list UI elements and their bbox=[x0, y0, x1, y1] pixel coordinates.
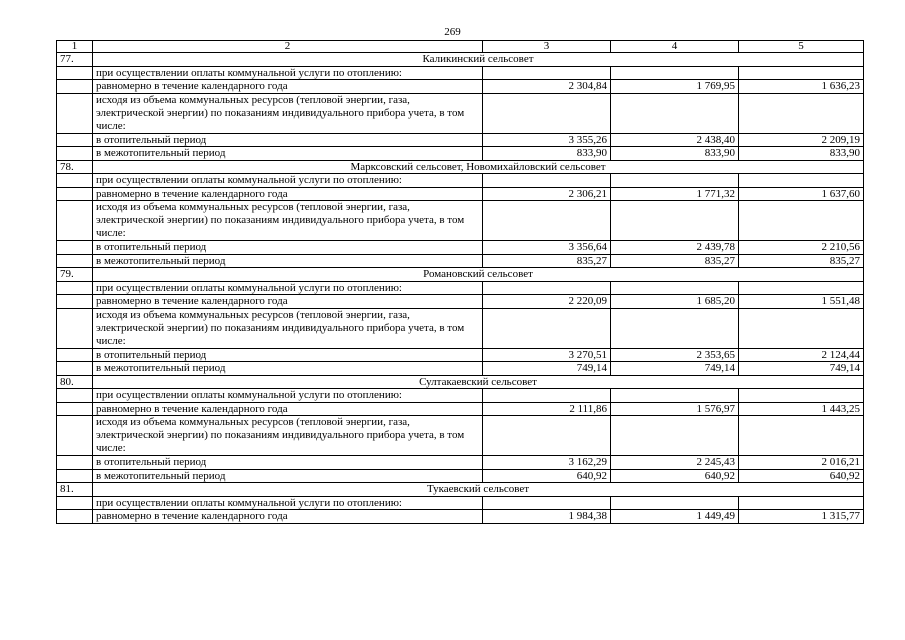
value-cell: 749,14 bbox=[483, 362, 611, 376]
header-cell: 2 bbox=[93, 41, 483, 53]
row-label: при осуществлении оплаты коммунальной услуги по отоплению: bbox=[93, 281, 483, 295]
page-number: 269 bbox=[444, 26, 461, 38]
row-label: в межотопительный период bbox=[93, 362, 483, 376]
table-row bbox=[57, 187, 864, 201]
row-label: в межотопительный период bbox=[93, 469, 483, 483]
value-cell: 1 551,48 bbox=[739, 295, 864, 309]
value-cell: 835,27 bbox=[739, 254, 864, 268]
table-row bbox=[57, 295, 864, 309]
row-label: исходя из объема коммунальных ресурсов (тепловой энергии, газа, электрической энергии) по показаниям индивидуального прибора учета, в том числе: bbox=[93, 201, 483, 241]
table-row bbox=[57, 93, 864, 133]
section-index: 77. bbox=[57, 53, 93, 67]
value-cell: 2 353,65 bbox=[611, 348, 739, 362]
header-cell: 5 bbox=[739, 41, 864, 53]
row-label: в отопительный период bbox=[93, 348, 483, 362]
table-row bbox=[57, 389, 864, 403]
table-row bbox=[57, 510, 864, 524]
section-title: Романовский сельсовет bbox=[93, 268, 864, 282]
row-label: в отопительный период bbox=[93, 456, 483, 470]
row-label: при осуществлении оплаты коммунальной услуги по отоплению: bbox=[93, 496, 483, 510]
value-cell: 1 637,60 bbox=[739, 187, 864, 201]
value-cell: 833,90 bbox=[611, 147, 739, 161]
value-cell: 1 685,20 bbox=[611, 295, 739, 309]
table-row bbox=[57, 402, 864, 416]
table-row bbox=[57, 241, 864, 255]
table-row bbox=[57, 66, 864, 80]
value-cell: 640,92 bbox=[483, 469, 611, 483]
value-cell: 1 769,95 bbox=[611, 80, 739, 94]
value-cell: 1 771,32 bbox=[611, 187, 739, 201]
table-row bbox=[57, 308, 864, 348]
table-row bbox=[57, 416, 864, 456]
row-label: равномерно в течение календарного года bbox=[93, 295, 483, 309]
row-label: исходя из объема коммунальных ресурсов (тепловой энергии, газа, электрической энергии) по показаниям индивидуального прибора учета, в том числе: bbox=[93, 416, 483, 456]
row-label: в отопительный период bbox=[93, 133, 483, 147]
value-cell: 3 270,51 bbox=[483, 348, 611, 362]
value-cell: 3 355,26 bbox=[483, 133, 611, 147]
value-cell: 2 016,21 bbox=[739, 456, 864, 470]
table-row bbox=[57, 133, 864, 147]
section-title: Султакаевский сельсовет bbox=[93, 375, 864, 389]
table-row bbox=[57, 456, 864, 470]
section-index: 78. bbox=[57, 160, 93, 174]
row-label: в отопительный период bbox=[93, 241, 483, 255]
section-title-row bbox=[57, 268, 864, 282]
section-index: 80. bbox=[57, 375, 93, 389]
section-title-row bbox=[57, 160, 864, 174]
table-row bbox=[57, 362, 864, 376]
table-row bbox=[57, 254, 864, 268]
header-cell: 4 bbox=[611, 41, 739, 53]
section-index: 81. bbox=[57, 483, 93, 497]
table-row bbox=[57, 147, 864, 161]
value-cell: 2 210,56 bbox=[739, 241, 864, 255]
value-cell: 2 209,19 bbox=[739, 133, 864, 147]
value-cell: 640,92 bbox=[739, 469, 864, 483]
value-cell: 835,27 bbox=[611, 254, 739, 268]
value-cell: 835,27 bbox=[483, 254, 611, 268]
section-title-row bbox=[57, 375, 864, 389]
section-title: Тукаевский сельсовет bbox=[93, 483, 864, 497]
value-cell: 1 315,77 bbox=[739, 510, 864, 524]
value-cell: 1 984,38 bbox=[483, 510, 611, 524]
row-label: равномерно в течение календарного года bbox=[93, 510, 483, 524]
row-label: исходя из объема коммунальных ресурсов (тепловой энергии, газа, электрической энергии) по показаниям индивидуального прибора учета, в том числе: bbox=[93, 93, 483, 133]
section-title: Марксовский сельсовет, Новомихайловский сельсовет bbox=[93, 160, 864, 174]
value-cell: 2 304,84 bbox=[483, 80, 611, 94]
table-row bbox=[57, 201, 864, 241]
row-label: в межотопительный период bbox=[93, 147, 483, 161]
table-row bbox=[57, 80, 864, 94]
value-cell: 2 111,86 bbox=[483, 402, 611, 416]
value-cell: 749,14 bbox=[739, 362, 864, 376]
value-cell: 2 124,44 bbox=[739, 348, 864, 362]
value-cell: 1 636,23 bbox=[739, 80, 864, 94]
value-cell: 833,90 bbox=[483, 147, 611, 161]
value-cell: 1 576,97 bbox=[611, 402, 739, 416]
section-title-row bbox=[57, 53, 864, 67]
tariff-table bbox=[56, 40, 864, 524]
value-cell: 2 306,21 bbox=[483, 187, 611, 201]
section-title-row bbox=[57, 483, 864, 497]
value-cell: 1 449,49 bbox=[611, 510, 739, 524]
value-cell: 2 439,78 bbox=[611, 241, 739, 255]
row-label: равномерно в течение календарного года bbox=[93, 187, 483, 201]
row-label: равномерно в течение календарного года bbox=[93, 80, 483, 94]
row-label: при осуществлении оплаты коммунальной услуги по отоплению: bbox=[93, 389, 483, 403]
section-index: 79. bbox=[57, 268, 93, 282]
table-row bbox=[57, 174, 864, 188]
value-cell: 749,14 bbox=[611, 362, 739, 376]
row-label: при осуществлении оплаты коммунальной услуги по отоплению: bbox=[93, 66, 483, 80]
table-row bbox=[57, 348, 864, 362]
table-row bbox=[57, 281, 864, 295]
header-cell: 1 bbox=[57, 41, 93, 53]
row-label: равномерно в течение календарного года bbox=[93, 402, 483, 416]
value-cell: 2 245,43 bbox=[611, 456, 739, 470]
value-cell: 2 438,40 bbox=[611, 133, 739, 147]
value-cell: 2 220,09 bbox=[483, 295, 611, 309]
row-label: исходя из объема коммунальных ресурсов (тепловой энергии, газа, электрической энергии) по показаниям индивидуального прибора учета, в том числе: bbox=[93, 308, 483, 348]
value-cell: 3 162,29 bbox=[483, 456, 611, 470]
value-cell: 640,92 bbox=[611, 469, 739, 483]
value-cell: 3 356,64 bbox=[483, 241, 611, 255]
row-label: в межотопительный период bbox=[93, 254, 483, 268]
table-row bbox=[57, 496, 864, 510]
section-title: Каликинский сельсовет bbox=[93, 53, 864, 67]
value-cell: 833,90 bbox=[739, 147, 864, 161]
header-cell: 3 bbox=[483, 41, 611, 53]
header-row bbox=[57, 41, 864, 53]
table-row bbox=[57, 469, 864, 483]
row-label: при осуществлении оплаты коммунальной услуги по отоплению: bbox=[93, 174, 483, 188]
value-cell: 1 443,25 bbox=[739, 402, 864, 416]
